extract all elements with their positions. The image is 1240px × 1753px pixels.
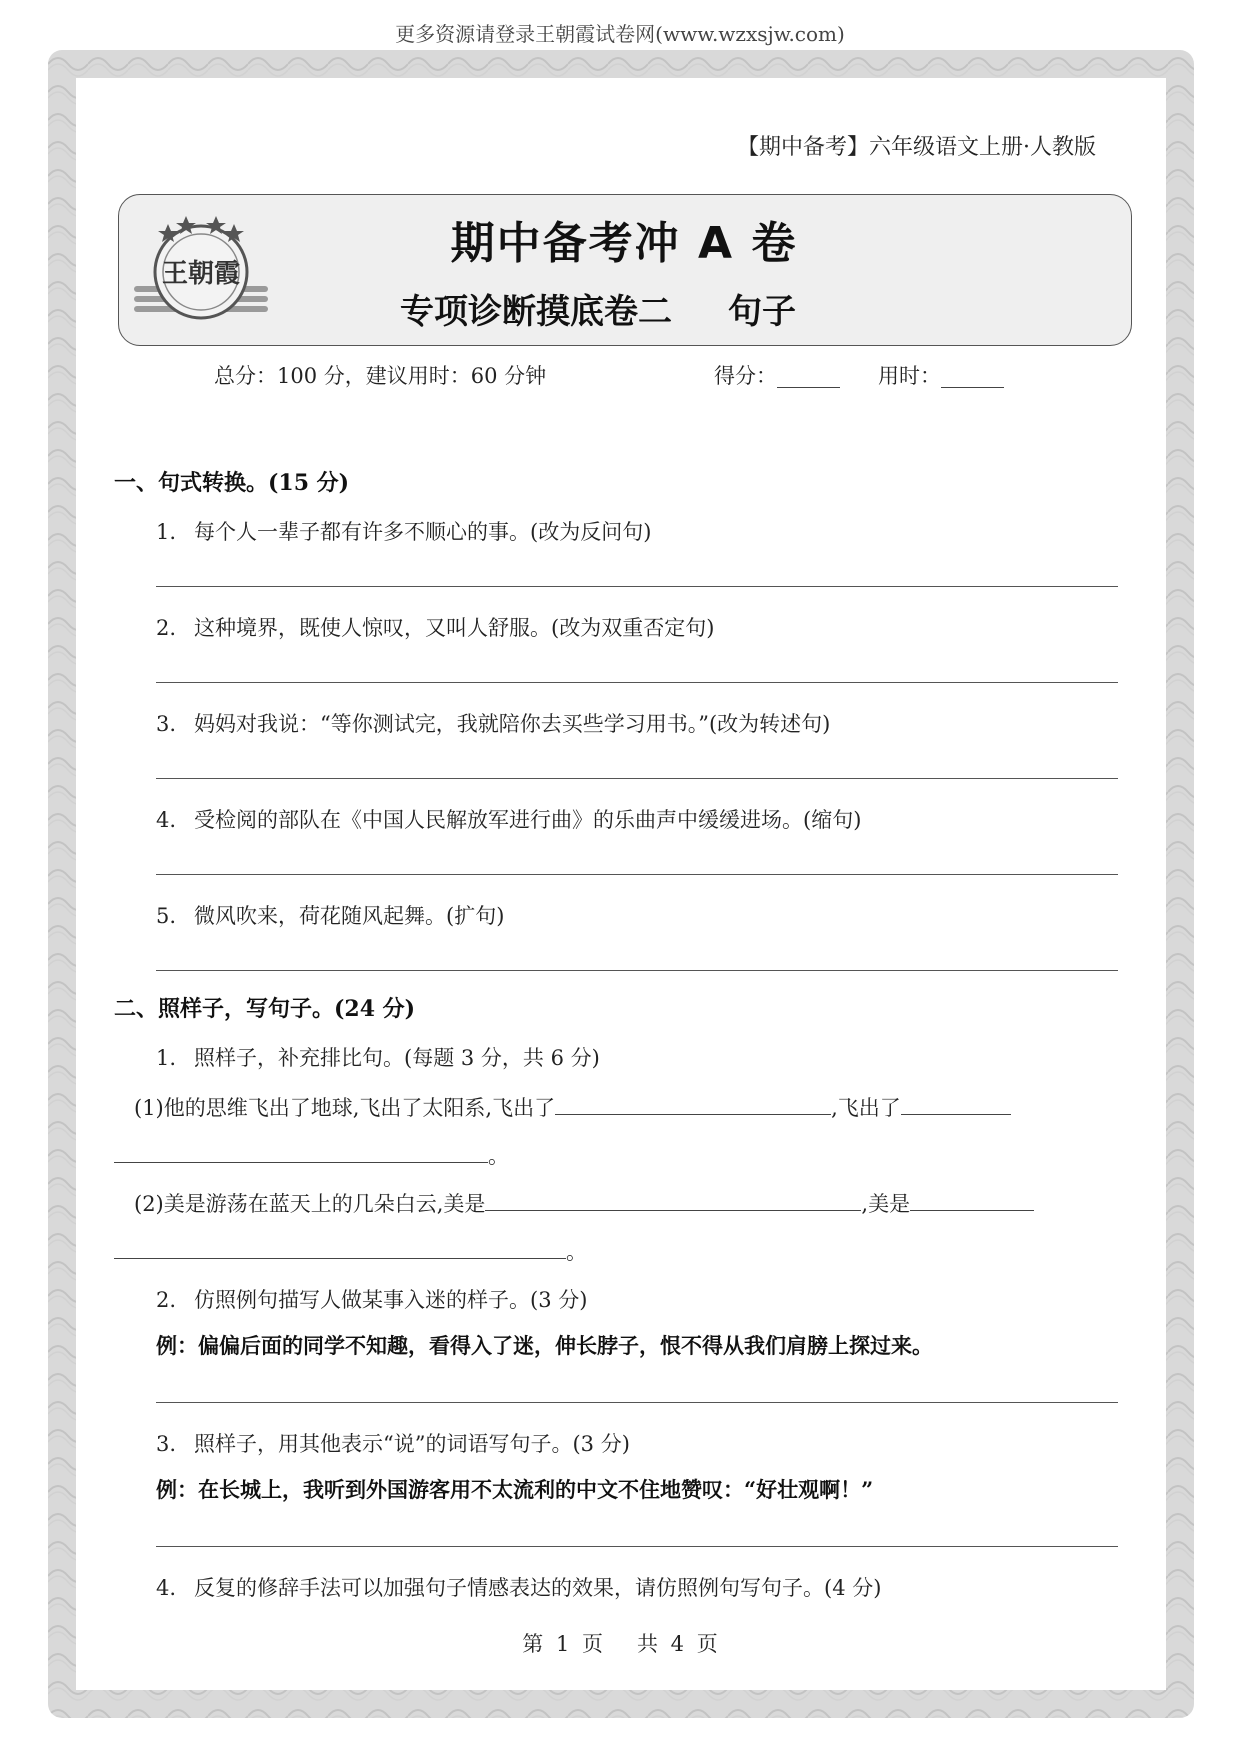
s2-q3-example: 例：在长城上，我听到外国游客用不太流利的中文不住地赞叹：“好壮观啊！” bbox=[156, 1477, 874, 1502]
s1-question-5 bbox=[156, 900, 504, 930]
question-number: 3. bbox=[156, 1432, 177, 1456]
s1-question-2 bbox=[156, 612, 714, 642]
question-number: 2. bbox=[156, 616, 177, 640]
s2-question-3 bbox=[156, 1428, 630, 1458]
answer-line[interactable] bbox=[156, 778, 1118, 779]
question-text: 微风吹来，荷花随风起舞。(扩句) bbox=[194, 904, 505, 928]
question-number: 5. bbox=[156, 904, 177, 928]
answer-line[interactable] bbox=[156, 682, 1118, 683]
s2-question-1 bbox=[156, 1042, 600, 1072]
fill-end: 。 bbox=[566, 1240, 587, 1264]
fill-blank[interactable] bbox=[555, 1094, 831, 1115]
s2-q1-part2 bbox=[134, 1188, 1034, 1218]
question-number: 1. bbox=[156, 520, 177, 544]
s2-q2-example: 例：偏偏后面的同学不知趣，看得入了迷，伸长脖子，恨不得从我们肩膀上探过来。 bbox=[156, 1333, 933, 1358]
s1-question-4 bbox=[156, 804, 861, 834]
question-number: 1. bbox=[156, 1046, 177, 1070]
question-text: 照样子，补充排比句。(每题 3 分，共 6 分) bbox=[194, 1046, 600, 1070]
question-text: 反复的修辞手法可以加强句子情感表达的效果，请仿照例句写句子。(4 分) bbox=[194, 1576, 882, 1600]
question-text: 仿照例句描写人做某事入迷的样子。(3 分) bbox=[194, 1288, 588, 1312]
s2-q1-part1-cont bbox=[114, 1140, 509, 1170]
answer-line[interactable] bbox=[156, 874, 1118, 875]
question-text: 每个人一辈子都有许多不顺心的事。(改为反问句) bbox=[194, 520, 652, 544]
answer-line[interactable] bbox=[156, 1402, 1118, 1403]
score-time: 用时：______ bbox=[878, 364, 1004, 388]
score-obtained: 得分：______ bbox=[714, 364, 840, 388]
main-title: 期中备考冲 A 卷 bbox=[450, 218, 798, 269]
fill-blank[interactable] bbox=[901, 1094, 1011, 1115]
score-total: 总分：100 分，建议用时：60 分钟 bbox=[214, 364, 547, 388]
fill-prefix: (1)他的思维飞出了地球,飞出了太阳系,飞出了 bbox=[134, 1096, 556, 1120]
fill-blank[interactable] bbox=[114, 1238, 566, 1259]
answer-line[interactable] bbox=[156, 970, 1118, 971]
answer-line[interactable] bbox=[156, 1546, 1118, 1547]
section2-heading: 二、照样子，写句子。(24 分) bbox=[114, 996, 416, 1022]
top-note: 更多资源请登录王朝霞试卷网(www.wzxsjw.com) bbox=[395, 22, 845, 46]
question-number: 3. bbox=[156, 712, 177, 736]
s2-question-2 bbox=[156, 1284, 587, 1314]
page-footer bbox=[0, 1628, 1240, 1658]
question-text: 照样子，用其他表示“说”的词语写句子。(3 分) bbox=[194, 1432, 630, 1456]
question-text: 受检阅的部队在《中国人民解放军进行曲》的乐曲声中缓缓进场。(缩句) bbox=[194, 808, 862, 832]
question-number: 4. bbox=[156, 1576, 177, 1600]
fill-prefix: (2)美是游荡在蓝天上的几朵白云,美是 bbox=[134, 1192, 486, 1216]
s2-question-4 bbox=[156, 1572, 881, 1602]
page-total: 共 4 页 bbox=[637, 1632, 718, 1656]
sub-title-right: 句子 bbox=[728, 292, 796, 332]
s1-question-1 bbox=[156, 516, 651, 546]
question-number: 2. bbox=[156, 1288, 177, 1312]
sub-title bbox=[400, 284, 796, 333]
question-text: 妈妈对我说：“等你测试完，我就陪你去买些学习用书。”(改为转述句) bbox=[194, 712, 831, 736]
fill-blank[interactable] bbox=[910, 1190, 1034, 1211]
logo-text: 王朝霞 bbox=[161, 259, 241, 289]
s2-q1-part1 bbox=[134, 1092, 1011, 1122]
fill-end: 。 bbox=[488, 1144, 509, 1168]
fill-mid: ,飞出了 bbox=[831, 1096, 901, 1120]
s1-question-3 bbox=[156, 708, 830, 738]
answer-line[interactable] bbox=[156, 586, 1118, 587]
s2-q1-part2-cont bbox=[114, 1236, 587, 1266]
fill-blank[interactable] bbox=[485, 1190, 861, 1211]
section1-heading: 一、句式转换。(15 分) bbox=[114, 470, 350, 496]
header-tag: 【期中备考】六年级语文上册·人教版 bbox=[737, 135, 1096, 160]
question-text: 这种境界，既使人惊叹，又叫人舒服。(改为双重否定句) bbox=[194, 616, 715, 640]
fill-mid: ,美是 bbox=[861, 1192, 911, 1216]
question-number: 4. bbox=[156, 808, 177, 832]
sub-title-left: 专项诊断摸底卷二 bbox=[400, 292, 672, 332]
page-number: 第 1 页 bbox=[522, 1632, 603, 1656]
fill-blank[interactable] bbox=[114, 1142, 488, 1163]
